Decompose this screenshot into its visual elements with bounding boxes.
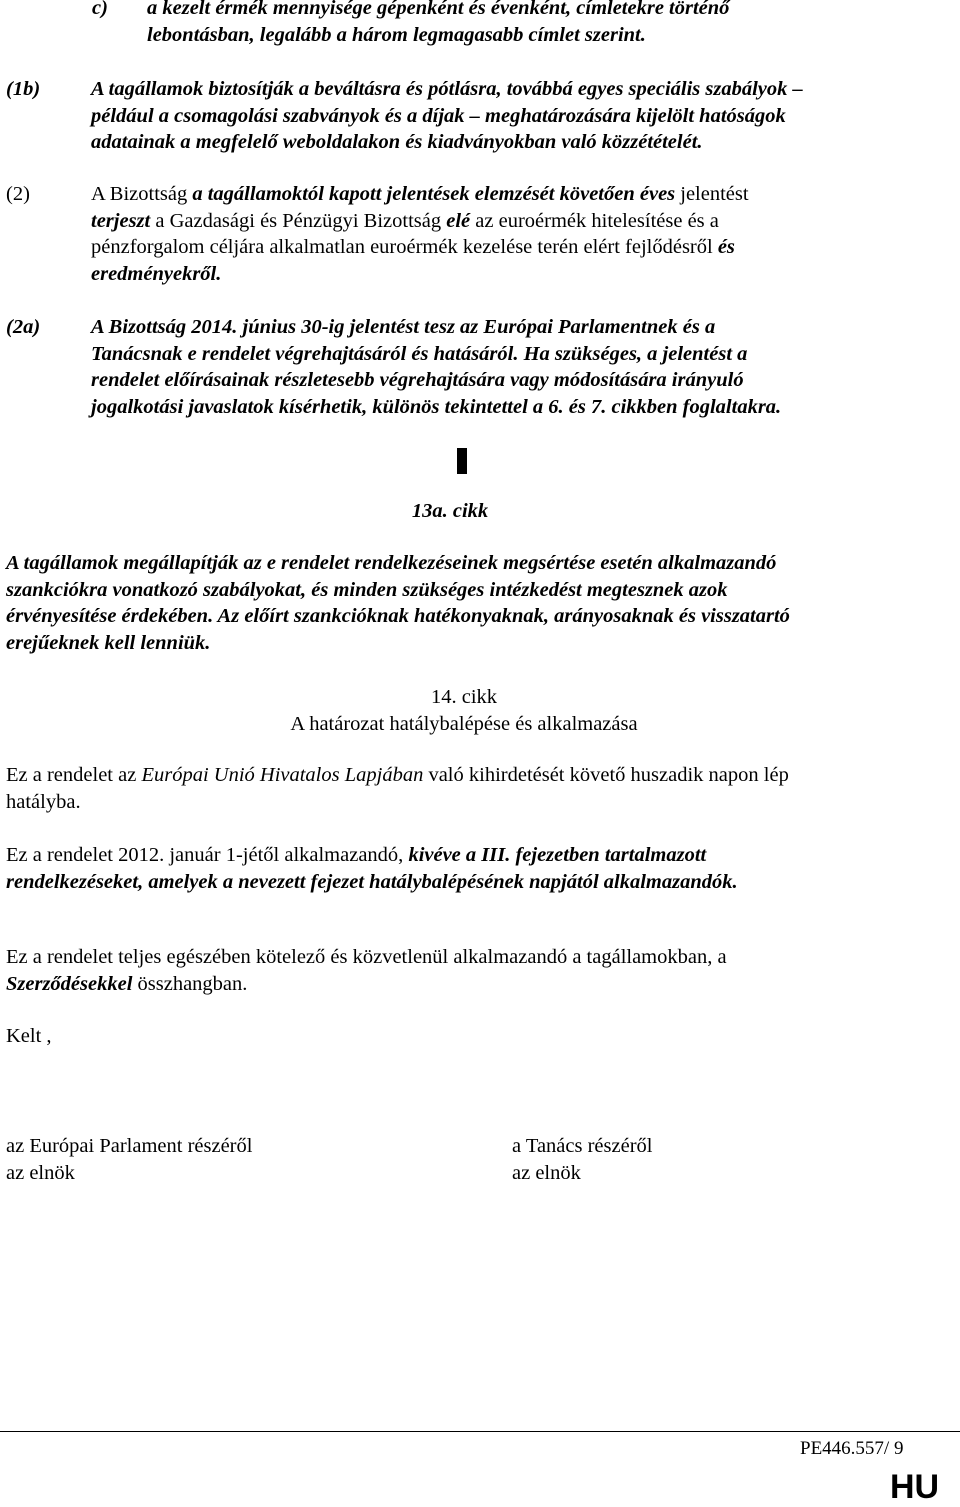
article-13a-line: erejűeknek kell lenniük. — [6, 631, 211, 654]
para-2a-line: Tanácsnak e rendelet végrehajtásáról és hatásáról. Ha szükséges, a jelentést a — [91, 342, 748, 365]
footer-divider — [0, 1431, 960, 1432]
para-2-text-run: a tagállamoktól kapott jelentések elemzését követően éves — [192, 183, 676, 205]
article-14-heading: 14. cikk — [430, 686, 498, 708]
para-2a-line: rendelet előírásainak részletesebb végrehajtására vagy módosítására irányuló — [91, 369, 744, 391]
article-14-text-run: Ez a rendelet 2012. január 1-jétől alkalmazandó, — [6, 844, 409, 866]
para-c-label: c) — [92, 0, 108, 19]
para-2a-line: jogalkotási javaslatok kísérhetik, különös tekintettel a 6. és 7. cikkben foglaltakra. — [91, 395, 782, 418]
para-2-text-run: terjeszt — [91, 209, 151, 232]
article-14-text-run: kivéve a III. fejezetben tartalmazott — [408, 844, 707, 866]
para-2-text-run: jelentést — [675, 183, 749, 205]
article-14-text-run: Ez a rendelet az — [6, 764, 142, 786]
para-1b-text — [91, 76, 803, 156]
article-14-line: Ez a rendelet teljes egészében kötelező és közvetlenül alkalmazandó a tagállamokban, a — [6, 946, 727, 968]
para-c-line: lebontásban, legalább a három legmagasabb címlet szerint. — [147, 23, 646, 46]
signature-parliament — [6, 1133, 252, 1186]
para-2a-label: (2a) — [6, 316, 41, 338]
article-13a-line: szankciókra vonatkozó szabályokat, és minden szükséges intézkedést megtesznek azok — [6, 578, 728, 601]
para-2-line — [91, 234, 749, 261]
article-14-para-2 — [6, 842, 738, 895]
para-2-line — [91, 181, 749, 208]
kelt-line: Kelt , — [6, 1025, 52, 1047]
article-13a-text — [6, 550, 790, 656]
para-c-line: a kezelt érmék mennyisége gépenként és évenként, címletekre történő — [147, 0, 730, 19]
para-1b-label: (1b) — [6, 78, 41, 100]
para-2-line — [91, 208, 749, 235]
para-c-text — [147, 0, 729, 48]
document-reference: PE446.557/ 9 — [800, 1438, 904, 1459]
article-14-title: A határozat hatálybalépése és alkalmazása — [290, 713, 638, 735]
article-14-line: hatályba. — [6, 790, 81, 813]
article-14-para-1 — [6, 762, 789, 815]
article-14-line — [6, 842, 738, 869]
article-14-line — [6, 762, 789, 789]
signature-line: az elnök — [512, 1161, 581, 1184]
para-2a-line: A Bizottság 2014. június 30-ig jelentést tesz az Európai Parlamentnek és a — [91, 316, 716, 338]
para-1b-line: A tagállamok biztosítják a beváltásra és pótlásra, továbbá egyes speciális szabályok – — [91, 78, 803, 100]
language-code: HU — [890, 1468, 940, 1506]
article-13a-line: érvényesítése érdekében. Az előírt szankcióknak hatékonyaknak, arányosaknak és visszatartó — [6, 605, 790, 627]
para-2-line: eredményekről. — [91, 262, 222, 285]
article-14-line: rendelkezéseket, amelyek a nevezett fejezet hatálybalépésének napjától alkalmazandók. — [6, 870, 738, 893]
article-14-text-run: Európai Unió Hivatalos Lapjában — [141, 764, 424, 786]
article-14-text-run: való kihirdetését követő huszadik napon lép — [423, 764, 789, 786]
para-2-text-run: az euroérmék hitelesítése és a — [470, 209, 719, 232]
para-2-text-run: A Bizottság — [91, 183, 193, 205]
para-2-text-run: és — [717, 236, 735, 258]
para-2a-text — [91, 314, 781, 420]
signature-line: a Tanács részéről — [512, 1135, 653, 1157]
signature-line: az elnök — [6, 1161, 75, 1184]
para-1b-line: például a csomagolási szabványok és a díjak – meghatározására kijelölt hatóságok — [91, 104, 786, 127]
para-2-text-run: pénzforgalom céljára alkalmatlan euroérmék kezelése terén elért fejlődésről — [91, 236, 718, 258]
para-1b-line: adatainak a megfelelő weboldalakon és kiadványokban való közzétételét. — [91, 131, 703, 153]
article-14-para-3 — [6, 944, 727, 997]
article-14-text-run: Szerződésekkel — [6, 972, 133, 995]
para-2-label: (2) — [6, 183, 30, 205]
article-13a-heading: 13a. cikk — [411, 500, 489, 522]
para-2-text — [91, 181, 749, 287]
para-2-text-run: a Gazdasági és Pénzügyi Bizottság — [150, 209, 447, 232]
signature-council — [512, 1133, 652, 1186]
article-14-line — [6, 971, 727, 998]
para-2-text-run: elé — [446, 209, 471, 232]
article-13a-line: A tagállamok megállapítják az e rendelet rendelkezéseinek megsértése esetén alkalmazandó — [6, 552, 777, 574]
signature-line: az Európai Parlament részéről — [6, 1135, 253, 1157]
article-14-text-run: összhangban. — [132, 972, 248, 995]
amendment-marker — [457, 448, 467, 474]
